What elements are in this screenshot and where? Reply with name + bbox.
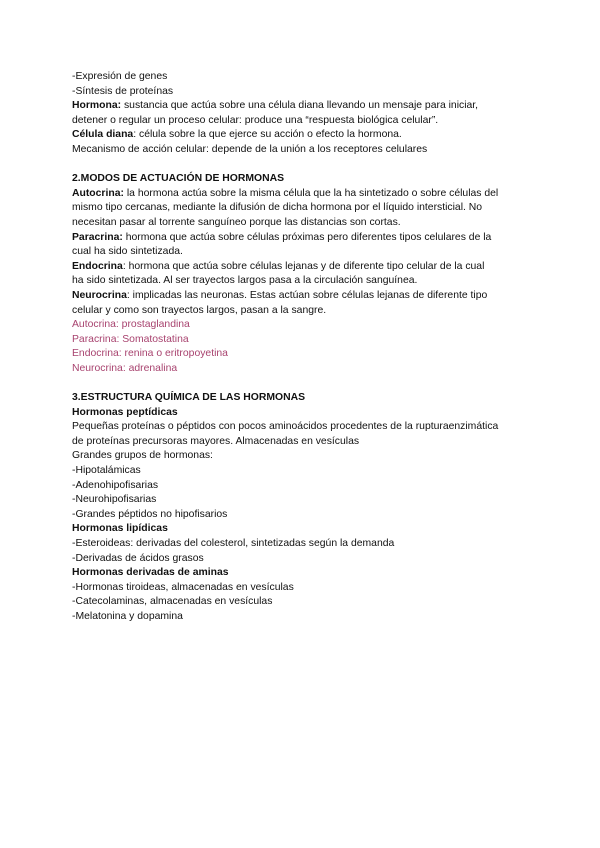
list-item: -Hipotalámicas [72, 465, 141, 477]
definition-text: cual ha sido sintetizada. [72, 246, 183, 258]
subheading-lipidicas: Hormonas lipídicas [72, 523, 168, 535]
subheading-peptidicas: Hormonas peptídicas [72, 406, 178, 418]
term-celula-diana: Célula diana [72, 129, 134, 141]
definition-text: mismo tipo cercanas, mediante la difusión de dicha hormona por el líquido intersticial. No [72, 202, 483, 214]
section-title: 3.ESTRUCTURA QUÍMICA DE LAS HORMONAS [72, 392, 306, 404]
definition-text: : implicadas las neuronas. Estas actúan sobre células lejanas de diferente tipo [126, 289, 488, 301]
definition-text: : célula sobre la que ejerce su acción o efecto la hormona. [133, 129, 402, 141]
paragraph-text: de proteínas precursoras mayores. Almacenadas en vesículas [72, 435, 360, 447]
definition-neurocrina [72, 289, 532, 304]
document-body [72, 70, 532, 625]
definition-celula-diana [72, 128, 532, 143]
list-item: -Hormonas tiroideas, almacenadas en vesículas [72, 581, 294, 593]
groups-title: Grandes grupos de hormonas: [72, 450, 213, 462]
definition-text: celular y como son trayectos largos, pasan a la sangre. [72, 304, 327, 316]
term-autocrina: Autocrina: [72, 187, 124, 199]
definition-text: ha sido sintetizada. Al ser trayectos largos pasa a la circulación sanguínea. [72, 275, 418, 287]
term-neurocrina: Neurocrina [72, 289, 127, 301]
list-item: -Expresión de genes [72, 71, 168, 82]
term-paracrina: Paracrina: [72, 231, 123, 243]
term-endocrina: Endocrina [72, 260, 123, 272]
term-hormona: Hormona: [72, 100, 122, 112]
definition-text: hormona que actúa sobre células próximas pero diferentes tipos celulares de la [122, 231, 492, 243]
example-item: Paracrina: Somatostatina [72, 333, 189, 345]
definition-text: necesitan pasar al torrente sanguíneo porque las distancias son cortas. [72, 216, 401, 228]
list-item: -Esteroideas: derivadas del colesterol, sintetizadas según la demanda [72, 538, 395, 549]
definition-endocrina [72, 260, 532, 275]
definition-text: sustancia que actúa sobre una célula diana llevando un mensaje para iniciar, [121, 100, 479, 112]
list-item: -Adenohipofisarias [72, 479, 159, 491]
section-title: 2.MODOS DE ACTUACIÓN DE HORMONAS [72, 173, 285, 185]
definition-paracrina [72, 231, 532, 246]
list-item: -Melatonina y dopamina [72, 610, 183, 622]
example-item: Neurocrina: adrenalina [72, 362, 178, 374]
mecanismo-text: Mecanismo de acción celular: depende de la unión a los receptores celulares [72, 143, 428, 155]
definition-hormona [72, 99, 532, 114]
list-item: -Derivadas de ácidos grasos [72, 552, 204, 564]
definition-text: detener o regular un proceso celular: produce una “respuesta biológica celular”. [72, 114, 439, 126]
paragraph-text: Pequeñas proteínas o péptidos con pocos aminoácidos procedentes de la rupturaenzimática [72, 421, 499, 433]
example-item: Autocrina: prostaglandina [72, 319, 190, 331]
definition-text: : hormona que actúa sobre células lejanas y de diferente tipo celular de la cual [122, 260, 485, 272]
list-item: -Grandes péptidos no hipofisarios [72, 508, 228, 520]
list-item: -Síntesis de proteínas [72, 85, 174, 97]
definition-autocrina [72, 187, 532, 202]
list-item: -Catecolaminas, almacenadas en vesículas [72, 596, 273, 608]
definition-text: la hormona actúa sobre la misma célula que la ha sintetizado o sobre células del [123, 187, 499, 199]
subheading-aminas: Hormonas derivadas de aminas [72, 567, 229, 579]
example-item: Endocrina: renina o eritropoyetina [72, 348, 228, 360]
list-item: -Neurohipofisarias [72, 494, 157, 506]
